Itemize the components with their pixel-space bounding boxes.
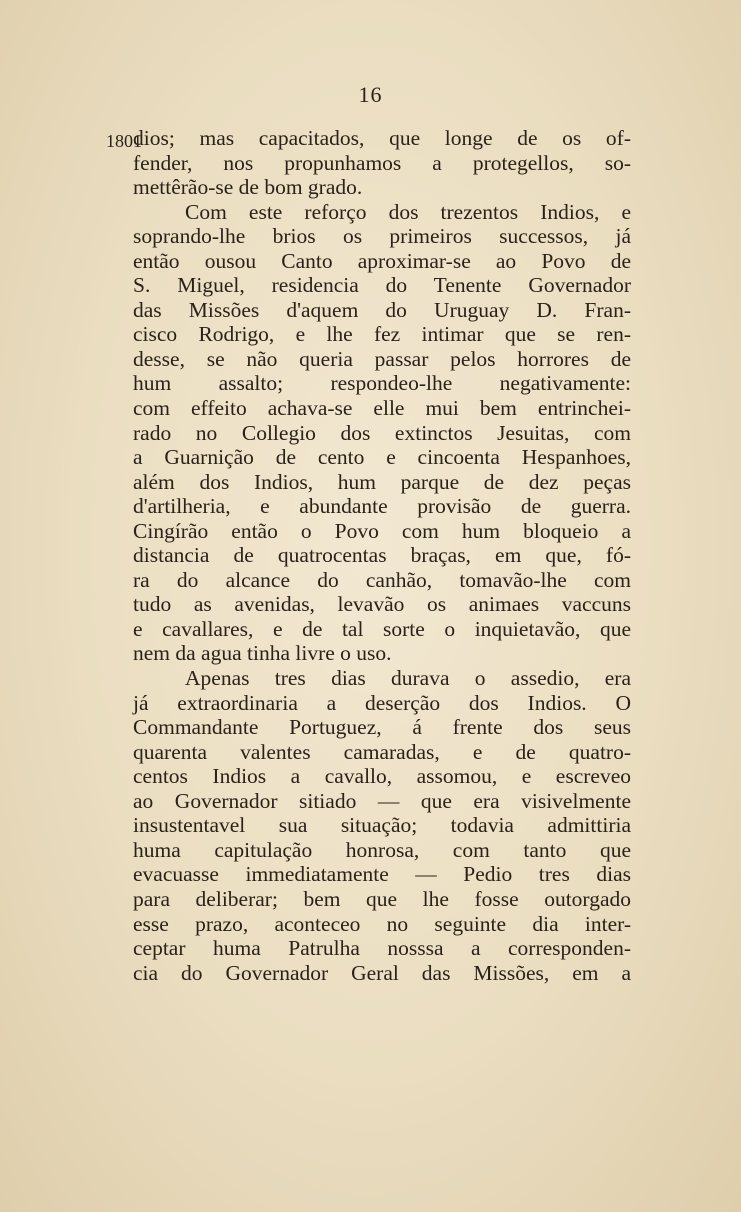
- text-line: Commandante Portuguez, á frente dos seus: [133, 715, 631, 740]
- text-line: a Guarnição de cento e cincoenta Hespanhoes,: [133, 445, 631, 470]
- text-line: evacuasse immediatamente — Pedio tres dias: [133, 862, 631, 887]
- text-line: dios; mas capacitados, que longe de os of-: [133, 126, 631, 150]
- body-text: [133, 126, 631, 985]
- text-line: cia do Governador Geral das Missões, em a: [133, 960, 631, 985]
- text-line: nem da agua tinha livre o uso.: [133, 641, 392, 666]
- text-line: centos Indios a cavallo, assomou, e escreveo: [133, 764, 631, 789]
- text-line: mettêrão-se de bom grado.: [133, 175, 363, 200]
- text-line: para deliberar; bem que lhe fosse outorgado: [133, 886, 631, 911]
- text-line: fender, nos propunhamos a protegellos, so-: [133, 150, 631, 175]
- text-line: Apenas tres dias durava o assedio, era: [185, 666, 631, 691]
- text-line: quarenta valentes camaradas, e de quatro-: [133, 739, 631, 764]
- text-line: das Missões d'aquem do Uruguay D. Fran-: [133, 297, 631, 322]
- text-line: S. Miguel, residencia do Tenente Governador: [133, 273, 631, 298]
- text-line: rado no Collegio dos extinctos Jesuitas, com: [133, 420, 631, 445]
- text-line: Com este reforço dos trezentos Indios, e: [185, 199, 631, 224]
- text-line: então ousou Canto aproximar-se ao Povo de: [133, 248, 631, 273]
- text-line: d'artilheria, e abundante provisão de guerra.: [133, 494, 631, 519]
- text-line: e cavallares, e de tal sorte o inquietavão, que: [133, 616, 631, 641]
- text-line: ra do alcance do canhão, tomavão-lhe com: [133, 567, 631, 592]
- text-line: tudo as avenidas, levavão os animaes vaccuns: [133, 592, 631, 617]
- text-line: esse prazo, aconteceo no seguinte dia inter-: [133, 911, 631, 936]
- text-line: já extraordinaria a deserção dos Indios. O: [133, 690, 631, 715]
- text-line: ao Governador sitiado — que era visivelmente: [133, 788, 631, 813]
- text-line: soprando-lhe brios os primeiros successos, já: [133, 224, 631, 249]
- margin-year-note: 1801: [106, 131, 142, 151]
- text-line: insustentavel sua situação; todavia admittiria: [133, 813, 631, 838]
- text-line: desse, se não queria passar pelos horrores de: [133, 346, 631, 371]
- text-line: com effeito achava-se elle mui bem entrinchei-: [133, 396, 631, 421]
- text-line: ceptar huma Patrulha nosssa a corresponden-: [133, 936, 631, 961]
- text-line: huma capitulação honrosa, com tanto que: [133, 837, 631, 862]
- page-number: 16: [358, 82, 383, 107]
- text-line: hum assalto; respondeo-lhe negativamente:: [133, 371, 631, 396]
- text-line: distancia de quatrocentas braças, em que, fó-: [133, 543, 631, 568]
- text-line: cisco Rodrigo, e lhe fez intimar que se ren-: [133, 322, 631, 347]
- text-line: Cingírão então o Povo com hum bloqueio a: [133, 518, 631, 543]
- text-line: além dos Indios, hum parque de dez peças: [133, 469, 631, 494]
